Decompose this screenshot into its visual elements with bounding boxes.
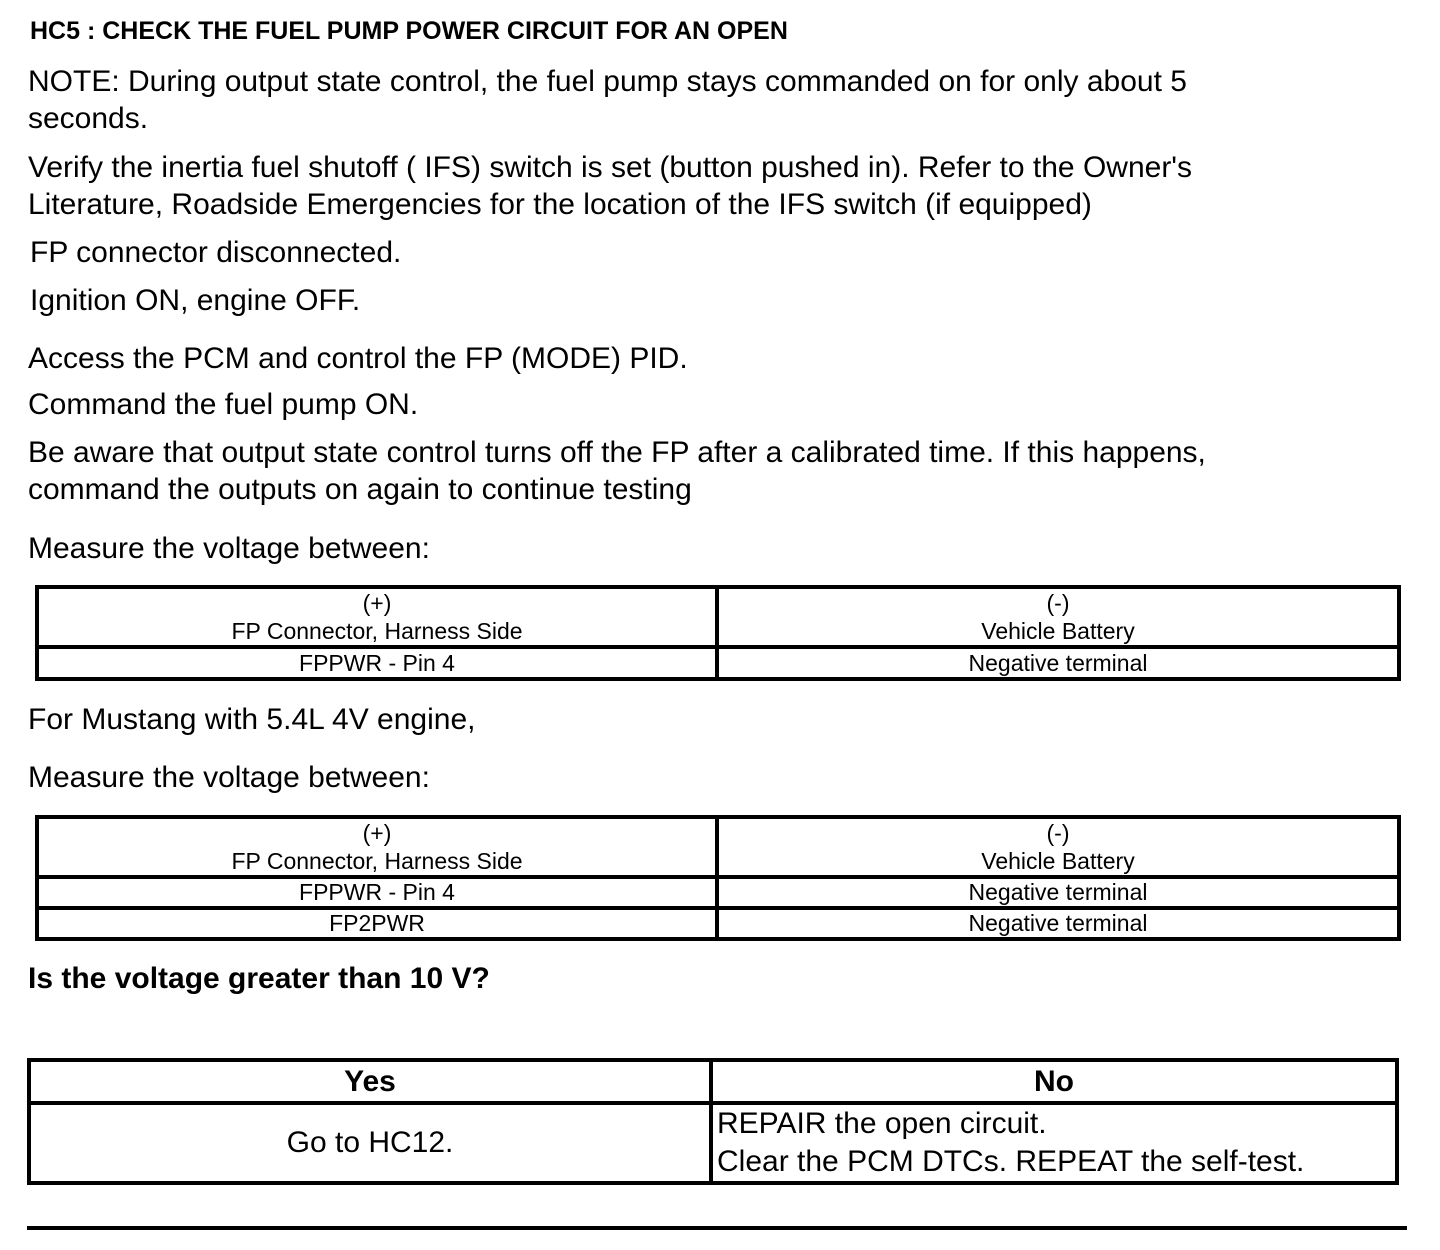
positive-symbol: (+) xyxy=(362,820,392,846)
no-action-line: REPAIR the open circuit. xyxy=(717,1107,1047,1140)
yes-action: Go to HC12. xyxy=(29,1103,711,1183)
aware-paragraph: Be aware that output state control turns off the FP after a calibrated time. If this happens, command the outputs on again to continue testing xyxy=(28,436,1206,506)
negative-symbol: (-) xyxy=(1046,590,1070,616)
verify-ifs-paragraph: Verify the inertia fuel shutoff ( IFS) switch is set (button pushed in). Refer to the Owner's Literature, Roadside Emergencies for the location of the IFS switch (if equipped) xyxy=(28,151,1193,221)
negative-symbol: (-) xyxy=(1046,820,1070,846)
bottom-divider xyxy=(27,1226,1407,1230)
fp-connector-step: FP connector disconnected. xyxy=(30,236,402,269)
negative-header-cell xyxy=(717,587,1399,647)
decision-table xyxy=(27,1058,1399,1185)
negative-cell: Negative terminal xyxy=(717,647,1399,679)
table-row xyxy=(37,877,1399,908)
page-title: HC5 : CHECK THE FUEL PUMP POWER CIRCUIT FOR AN OPEN xyxy=(30,17,788,45)
decision-header-row xyxy=(29,1060,1397,1103)
measure-instruction-1: Measure the voltage between: xyxy=(28,532,430,565)
positive-cell: FPPWR - Pin 4 xyxy=(37,647,717,679)
table-header-row xyxy=(37,817,1399,877)
no-action xyxy=(711,1103,1397,1183)
no-action-line: Clear the PCM DTCs. REPEAT the self-test. xyxy=(717,1145,1305,1178)
access-pcm-step: Access the PCM and control the FP (MODE) PID. xyxy=(28,342,688,375)
positive-symbol: (+) xyxy=(362,590,392,616)
positive-cell: FPPWR - Pin 4 xyxy=(37,877,717,908)
decision-action-row xyxy=(29,1103,1397,1183)
table-row xyxy=(37,647,1399,679)
yes-header: Yes xyxy=(29,1060,711,1103)
measurement-table-2 xyxy=(35,815,1401,941)
negative-cell: Negative terminal xyxy=(717,877,1399,908)
note-paragraph: NOTE: During output state control, the fuel pump stays commanded on for only about 5 seconds. xyxy=(28,65,1187,135)
positive-label: FP Connector, Harness Side xyxy=(231,848,523,874)
mustang-note: For Mustang with 5.4L 4V engine, xyxy=(28,703,476,736)
positive-cell: FP2PWR xyxy=(37,908,717,939)
decision-question: Is the voltage greater than 10 V? xyxy=(28,962,490,995)
positive-header-cell xyxy=(37,817,717,877)
ignition-step: Ignition ON, engine OFF. xyxy=(30,284,361,317)
negative-header-cell xyxy=(717,817,1399,877)
measurement-table-1 xyxy=(35,585,1401,681)
measure-instruction-2: Measure the voltage between: xyxy=(28,761,430,794)
table-row xyxy=(37,908,1399,939)
negative-label: Vehicle Battery xyxy=(981,618,1135,644)
positive-label: FP Connector, Harness Side xyxy=(231,618,523,644)
no-header: No xyxy=(711,1060,1397,1103)
table-header-row xyxy=(37,587,1399,647)
negative-label: Vehicle Battery xyxy=(981,848,1135,874)
negative-cell: Negative terminal xyxy=(717,908,1399,939)
positive-header-cell xyxy=(37,587,717,647)
command-pump-step: Command the fuel pump ON. xyxy=(28,388,419,421)
